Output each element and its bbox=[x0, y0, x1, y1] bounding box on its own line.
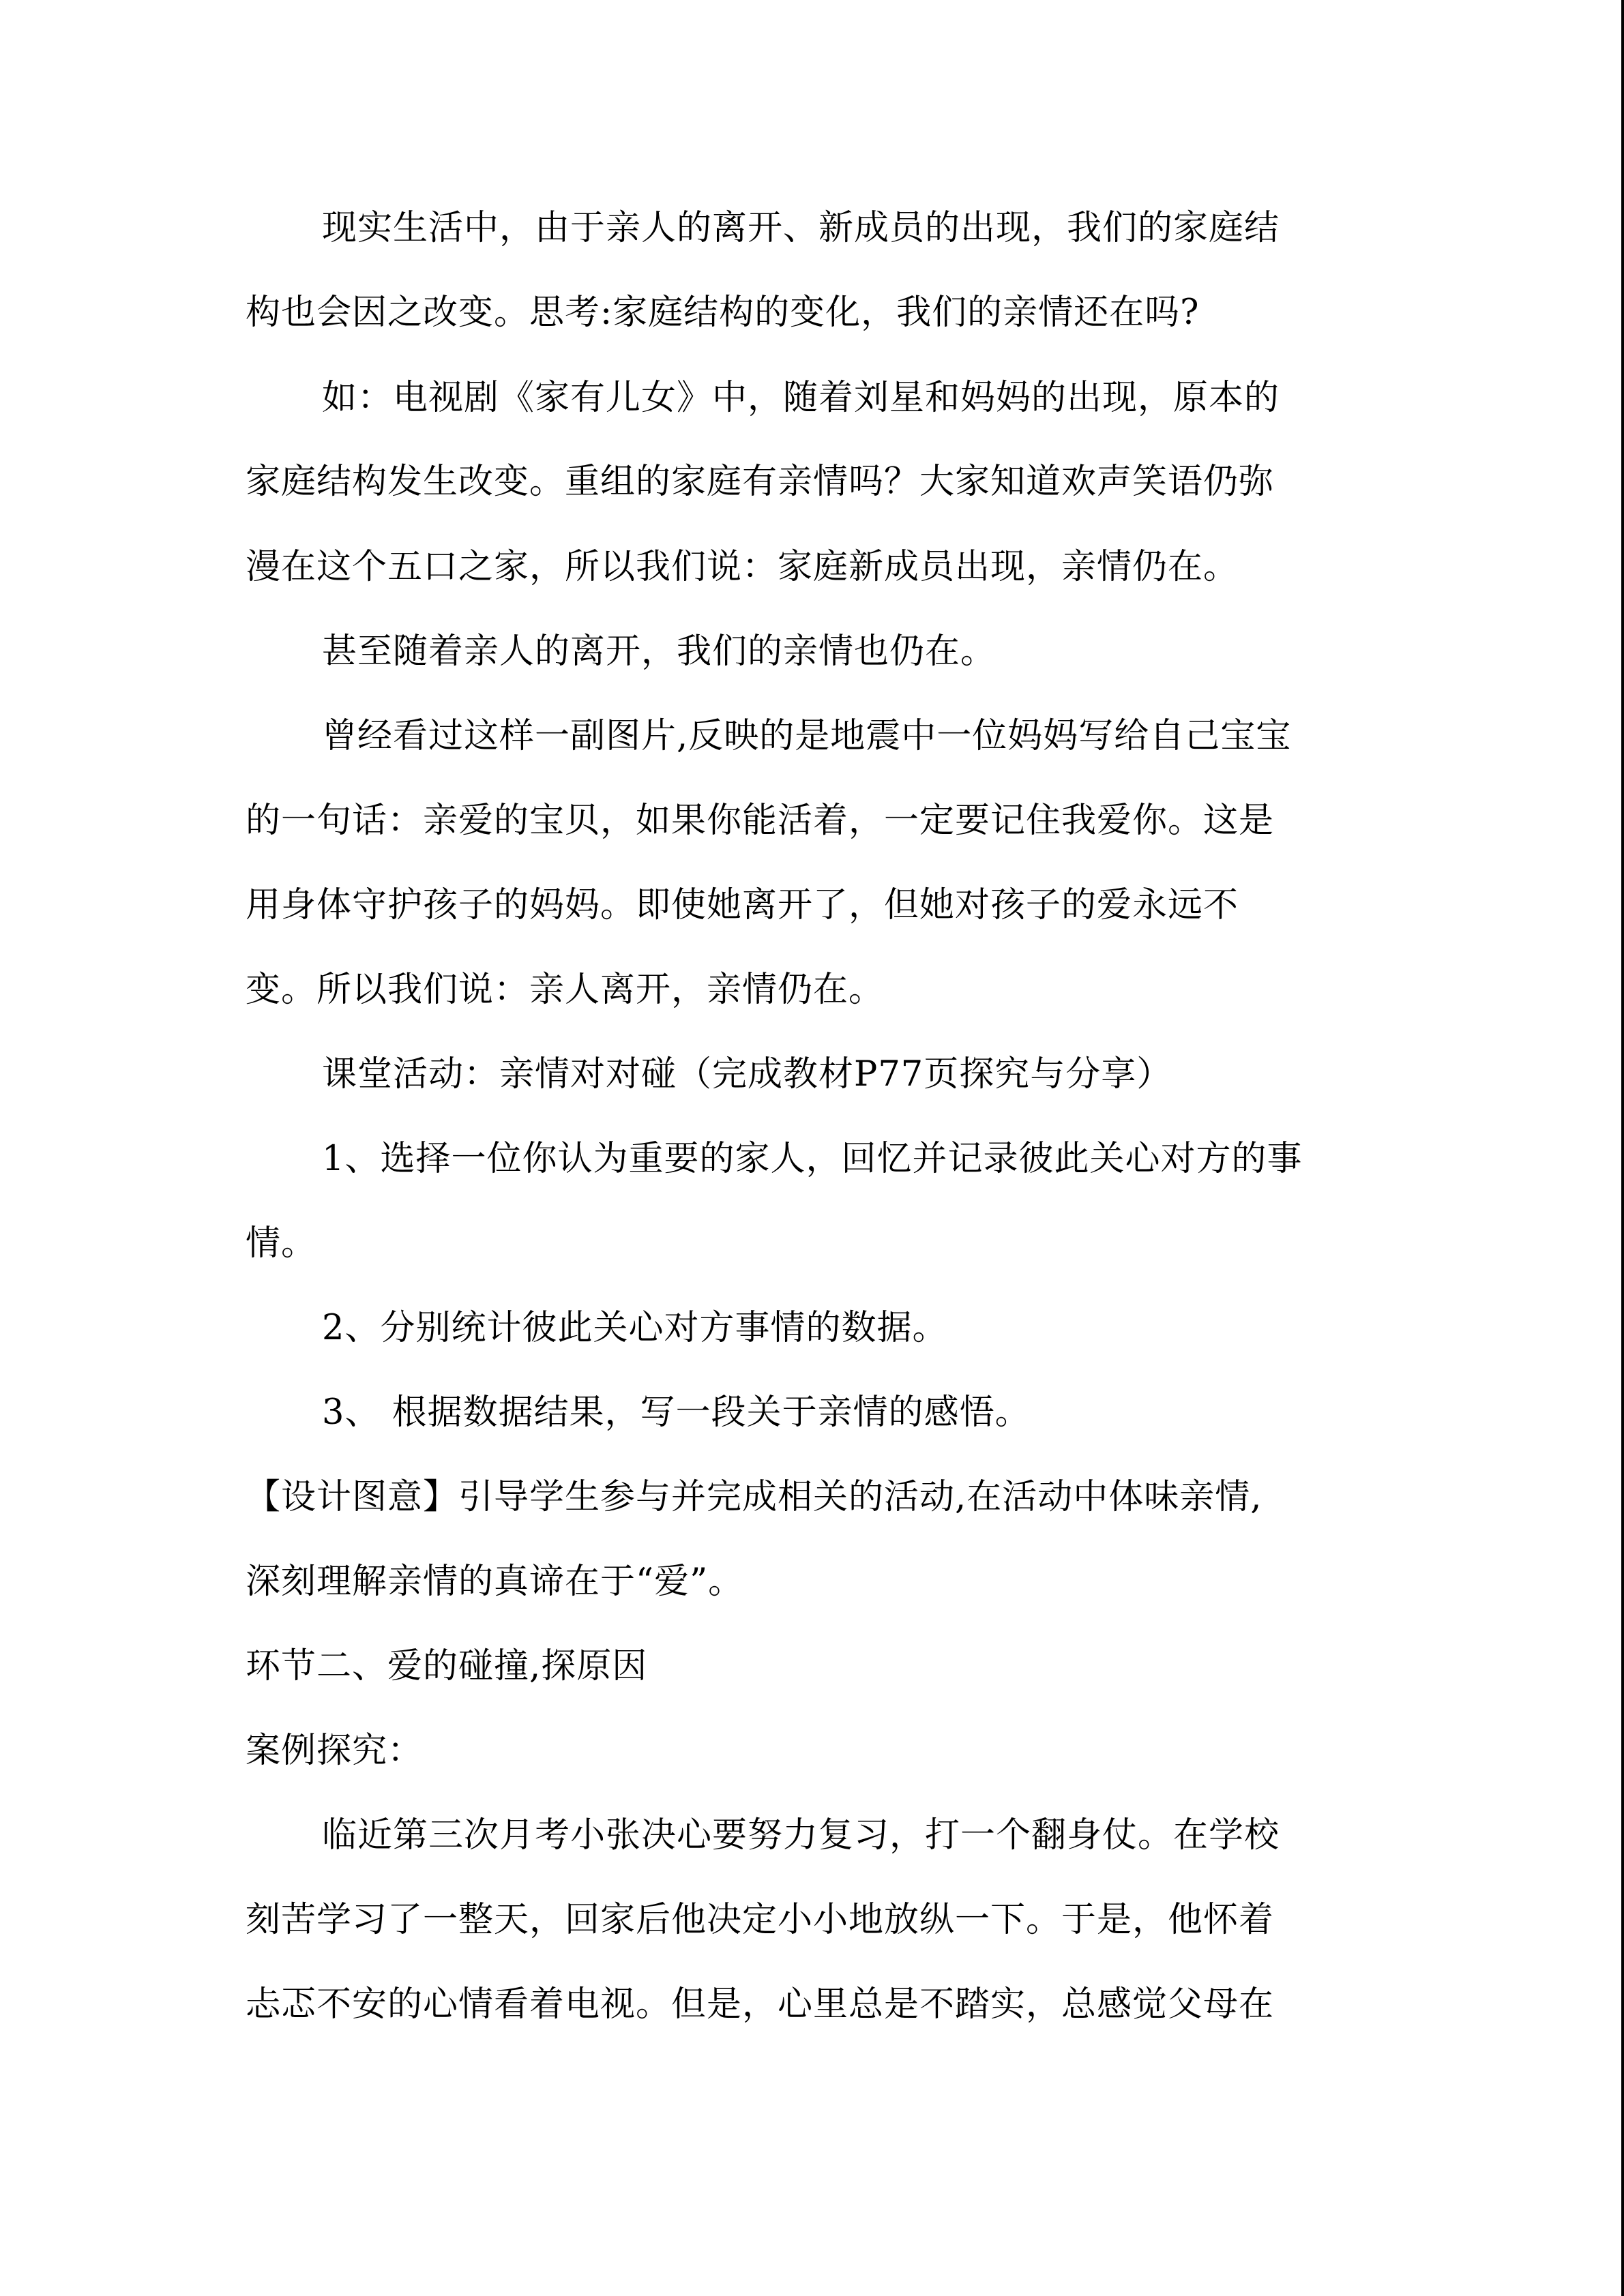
text-line-4: 家庭结构发生改变。重组的家庭有亲情吗？大家知道欢声笑语仍弥 bbox=[246, 462, 1275, 502]
text-line-19: 案例探究： bbox=[246, 1731, 424, 1771]
text-line-10: 变。所以我们说：亲人离开，亲情仍在。 bbox=[246, 970, 885, 1010]
text-line-7: 曾经看过这样一副图片,反映的是地震中一位妈妈写给自己宝宝 bbox=[322, 716, 1292, 756]
text-line-5: 漫在这个五口之家，所以我们说：家庭新成员出现，亲情仍在。 bbox=[246, 547, 1239, 587]
text-line-13: 情。 bbox=[246, 1223, 317, 1264]
page-edge-line bbox=[1621, 0, 1624, 2296]
text-line-16: 【设计图意】引导学生参与并完成相关的活动,在活动中体味亲情, bbox=[246, 1477, 1263, 1517]
text-line-1: 现实生活中，由于亲人的离开、新成员的出现，我们的家庭结 bbox=[322, 208, 1280, 248]
text-line-20: 临近第三次月考小张决心要努力复习，打一个翻身仗。在学校 bbox=[322, 1815, 1280, 1855]
text-line-6: 甚至随着亲人的离开，我们的亲情也仍在。 bbox=[322, 631, 996, 672]
text-line-21: 刻苦学习了一整天，回家后他决定小小地放纵一下。于是，他怀着 bbox=[246, 1900, 1275, 1940]
text-line-18: 环节二、爱的碰撞,探原因 bbox=[246, 1646, 648, 1686]
text-line-3: 如：电视剧《家有儿女》中，随着刘星和妈妈的出现，原本的 bbox=[322, 378, 1280, 418]
text-line-15: 3、 根据数据结果，写一段关于亲情的感悟。 bbox=[322, 1392, 1031, 1433]
text-line-9: 用身体守护孩子的妈妈。即使她离开了，但她对孩子的爱永远不 bbox=[246, 885, 1239, 925]
text-line-11: 课堂活动：亲情对对碰（完成教材P77页探究与分享） bbox=[322, 1054, 1172, 1094]
text-line-2: 构也会因之改变。思考:家庭结构的变化，我们的亲情还在吗? bbox=[246, 293, 1200, 333]
text-line-22: 忐忑不安的心情看着电视。但是，心里总是不踏实，总感觉父母在 bbox=[246, 1984, 1275, 2025]
text-line-12: 1、选择一位你认为重要的家人，回忆并记录彼此关心对方的事 bbox=[322, 1139, 1303, 1179]
text-line-17: 深刻理解亲情的真谛在于“爱”。 bbox=[246, 1562, 744, 1602]
text-line-8: 的一句话：亲爱的宝贝，如果你能活着，一定要记住我爱你。这是 bbox=[246, 801, 1275, 841]
text-line-14: 2、分别统计彼此关心对方事情的数据。 bbox=[322, 1308, 948, 1348]
